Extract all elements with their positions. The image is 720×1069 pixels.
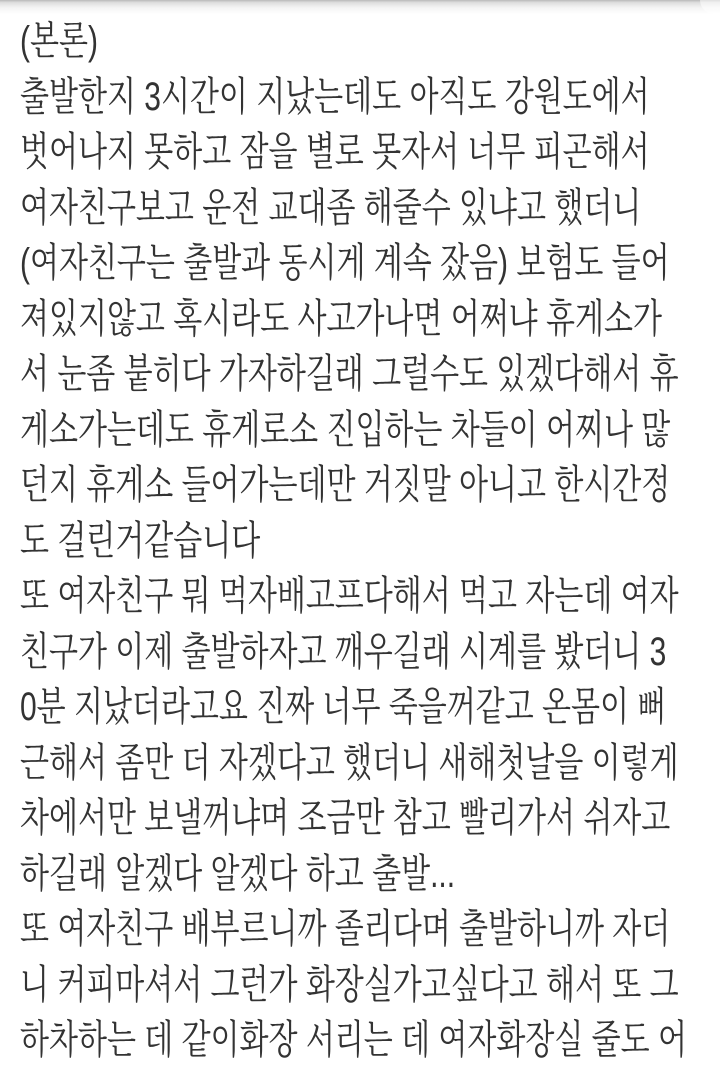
- post-text-line: 니 커피마셔서 그런가 화장실가고싶다고 해서 또 그: [20, 962, 679, 1007]
- post-text-line: 도 걸린거같습니다: [20, 518, 261, 563]
- post-text-line: 져있지않고 혹시라도 사고가나면 어쩌냐 휴게소가: [20, 296, 662, 341]
- post-text-line: 하길래 알겠다 알겠다 하고 출발...: [20, 851, 456, 896]
- post-text-line: 근해서 좀만 더 자겠다고 했더니 새해첫날을 이렇게: [20, 740, 679, 785]
- post-text-line: 0분 지났더라고요 진짜 너무 죽을꺼같고 온몸이 뻐: [20, 685, 667, 729]
- post-text-line post-text-line-clipped: 하차하는 데 같이화장 서리는 데 여자화장실 줄도 어: [20, 1018, 687, 1062]
- post-text-line: 또 여자친구 뭐 먹자배고프다해서 먹고 자는데 여자: [20, 574, 679, 618]
- post-text-line: 친구가 이제 출발하자고 깨우길래 시계를 봤더니 3: [20, 629, 667, 674]
- post-text-line: 게소가는데도 휴게로소 진입하는 차들이 어찌나 많: [20, 407, 671, 452]
- post-text-line: 출발한지 3시간이 지났는데도 아직도 강원도에서: [20, 74, 650, 119]
- post-text-line: (여자친구는 출발과 동시게 계속 잤음) 보험도 들어: [20, 241, 670, 285]
- post-text-line: 벗어나지 못하고 잠을 별로 못자서 너무 피곤해서: [20, 130, 650, 174]
- post-text-line: (본론): [20, 19, 98, 63]
- post-text-line: 서 눈좀 붙히다 가자하길래 그럴수도 있겠다해서 휴: [20, 352, 679, 396]
- post-text-line: 여자친구보고 운전 교대좀 해줄수 있냐고 했더니: [20, 185, 642, 230]
- post-text-line: 차에서만 보낼꺼냐며 조금만 참고 빨리가서 쉬자고: [20, 796, 671, 840]
- post-text-line: 또 여자친구 배부르니까 졸리다며 출발하니까 자더: [20, 907, 671, 951]
- post-text-line: 던지 휴게소 들어가는데만 거짓말 아니고 한시간정: [20, 463, 671, 507]
